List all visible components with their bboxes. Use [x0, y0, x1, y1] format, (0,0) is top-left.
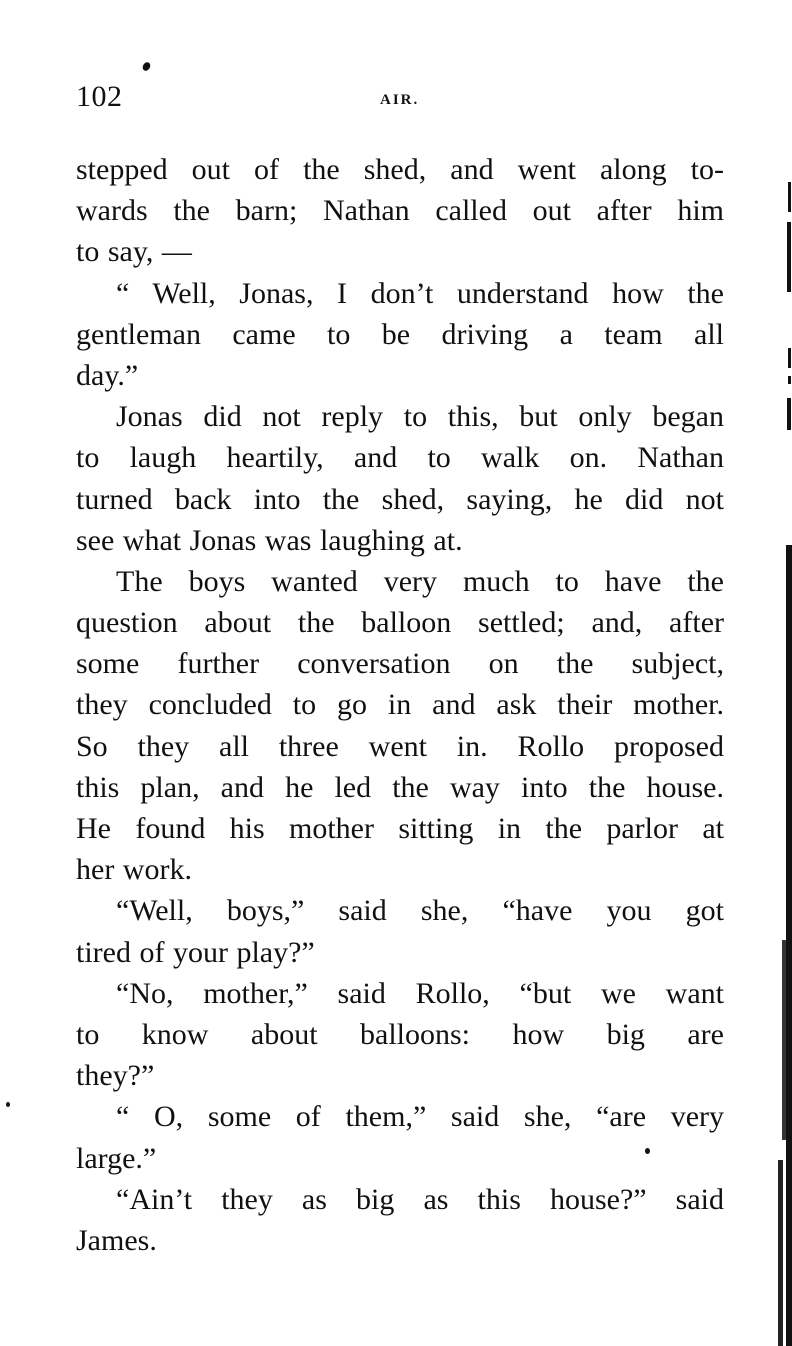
text-line: “No, mother,” said Rollo, “but we want	[116, 976, 724, 1010]
text-line: they?”	[76, 1059, 155, 1093]
text-line: to say, —	[76, 235, 192, 269]
text-line: So they all three went in. Rollo proposed	[76, 729, 724, 763]
text-line: The boys wanted very much to have the	[116, 564, 724, 598]
text-line: tired of your play?”	[76, 935, 315, 969]
text-line: James.	[76, 1223, 157, 1257]
text-line: turned back into the shed, saying, he did not	[76, 482, 724, 516]
edge-shadow	[788, 376, 791, 384]
edge-shadow	[786, 545, 792, 1346]
text-line: “Well, boys,” said she, “have you got	[116, 894, 724, 928]
text-line: “Ain’t they as big as this house?” said	[116, 1182, 724, 1216]
text-line: some further conversation on the subject,	[76, 647, 724, 681]
text-line: to know about balloons: how big are	[76, 1017, 724, 1051]
text-line: they concluded to go in and ask their mother.	[76, 688, 724, 722]
text-line: her work.	[76, 853, 192, 887]
edge-shadow	[787, 222, 791, 292]
text-line: gentleman came to be driving a team all	[76, 317, 724, 351]
page-number: 102	[76, 80, 123, 113]
edge-shadow	[782, 940, 786, 1140]
text-line: see what Jonas was laughing at.	[76, 523, 463, 557]
page-header	[76, 80, 726, 120]
body-text	[76, 149, 724, 1261]
text-line: day.”	[76, 358, 139, 392]
text-line: He found his mother sitting in the parlor at	[76, 812, 724, 845]
text-line: question about the balloon settled; and, after	[76, 606, 724, 640]
ink-speck	[141, 61, 152, 72]
running-head: AIR.	[380, 92, 420, 108]
ink-speck	[6, 1102, 10, 1107]
text-line: this plan, and he led the way into the house.	[76, 770, 724, 804]
text-line: wards the barn; Nathan called out after him	[76, 194, 724, 228]
text-line: “ Well, Jonas, I don’t understand how the	[116, 276, 724, 310]
edge-shadow	[788, 348, 791, 368]
text-line: to laugh heartily, and to walk on. Nathan	[76, 441, 724, 475]
text-line: large.”	[76, 1141, 157, 1175]
text-line: stepped out of the shed, and went along to-	[76, 153, 724, 186]
edge-shadow	[778, 1160, 783, 1346]
text-line: Jonas did not reply to this, but only began	[116, 400, 724, 434]
edge-shadow	[787, 398, 791, 430]
edge-shadow	[788, 182, 791, 212]
text-line: “ O, some of them,” said she, “are very	[116, 1100, 724, 1134]
